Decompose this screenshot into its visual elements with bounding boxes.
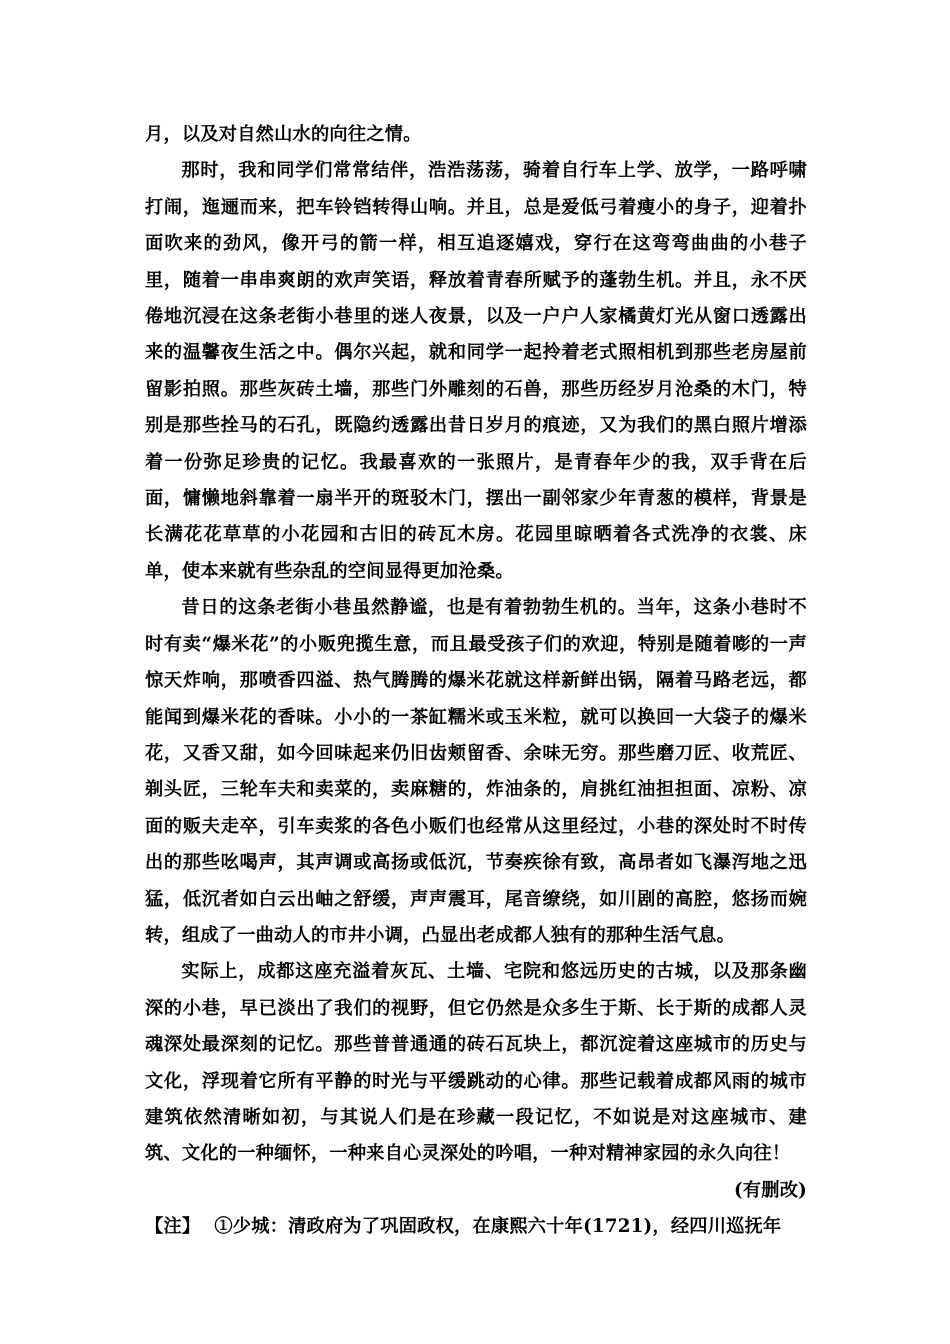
footnote-text: ①少城：清政府为了巩固政权，在康熙六十年(1721)，经四川巡抚年 [214, 1216, 782, 1238]
paragraph-continued: 月，以及对自然山水的向往之情。 [145, 124, 422, 145]
article-body [145, 117, 807, 1246]
paragraph-city-memory: 实际上，成都这座充溢着灰瓦、土墙、宅院和悠远历史的古城，以及那条幽深的小巷，早已淡出了我们的视野，但它仍然是众多生于斯、长于斯的成都人灵魂深处最深刻的记忆。那些普普通通的砖石瓦块上，都沉淀着这座城市的历史与文化，浮现着它所有平静的时光与平缓跳动的心律。那些记载着成都风雨的城市建筑依然清晰如初，与其说人们是在珍藏一段记忆，不如说是对这座城市、建筑、文化的一种缅怀，一种来自心灵深处的吟唱，一种对精神家园的永久向往！ [145, 961, 807, 1165]
footnote [145, 1209, 807, 1245]
paragraph-cycling-memories: 那时，我和同学们常常结伴，浩浩荡荡，骑着自行车上学、放学，一路呼啸打闹，迤逦而来，把车铃铛转得山响。并且，总是爱低弓着瘦小的身子，迎着扑面吹来的劲风，像开弓的箭一样，相互追逐嬉戏，穿行在这弯弯曲曲的小巷子里，随着一串串爽朗的欢声笑语，释放着青春所赋予的蓬勃生机。并且，永不厌倦地沉浸在这条老街小巷里的迷人夜景，以及一户户人家橘黄灯光从窗口透露出来的温馨夜生活之中。偶尔兴起，就和同学一起拎着老式照相机到那些老房屋前留影拍照。那些灰砖土墙，那些门外雕刻的石兽，那些历经岁月沧桑的木门，特别是那些拴马的石孔，既隐约透露出昔日岁月的痕迹，又为我们的黑白照片增添着一份弥足珍贵的记忆。我最喜欢的一张照片，是青春年少的我，双手背在后面，慵懒地斜靠着一扇半开的斑驳木门，摆出一副邻家少年青葱的模样，背景是长满花花草草的小花园和古旧的砖瓦木房。花园里晾晒着各式洗净的衣裳、床单，使本来就有些杂乱的空间显得更加沧桑。 [145, 160, 807, 582]
footnote-tag: 【注】 [145, 1216, 201, 1238]
paragraph-street-vendors: 昔日的这条老街小巷虽然静谧，也是有着勃勃生机的。当年，这条小巷时不时有卖“爆米花”的小贩兜揽生意，而且最受孩子们的欢迎，特别是随着嘭的一声惊天炸响，那喷香四溢、热气腾腾的爆米花就这样新鲜出锅，隔着马路老远，都能闻到爆米花的香味。小小的一茶缸糯米或玉米粒，就可以换回一大袋子的爆米花，又香又甜，如今回味起来仍旧齿颊留香、余味无穷。那些磨刀匠、收荒匠、剃头匠，三轮车夫和卖菜的，卖麻糖的，炸油条的，肩挑红油担担面、凉粉、凉面的贩夫走卒，引车卖浆的各色小贩们也经常从这里经过，小巷的深处时不时传出的那些吆喝声，其声调或高扬或低沉，节奏疾徐有致，高昂者如飞瀑泻地之迅猛，低沉者如白云出岫之舒缓，声声震耳，尾音缭绕，如川剧的高腔，悠扬而婉转，组成了一曲动人的市井小调，凸显出老成都人独有的那种生活气息。 [145, 597, 807, 946]
source-note: (有删改) [733, 1179, 807, 1201]
